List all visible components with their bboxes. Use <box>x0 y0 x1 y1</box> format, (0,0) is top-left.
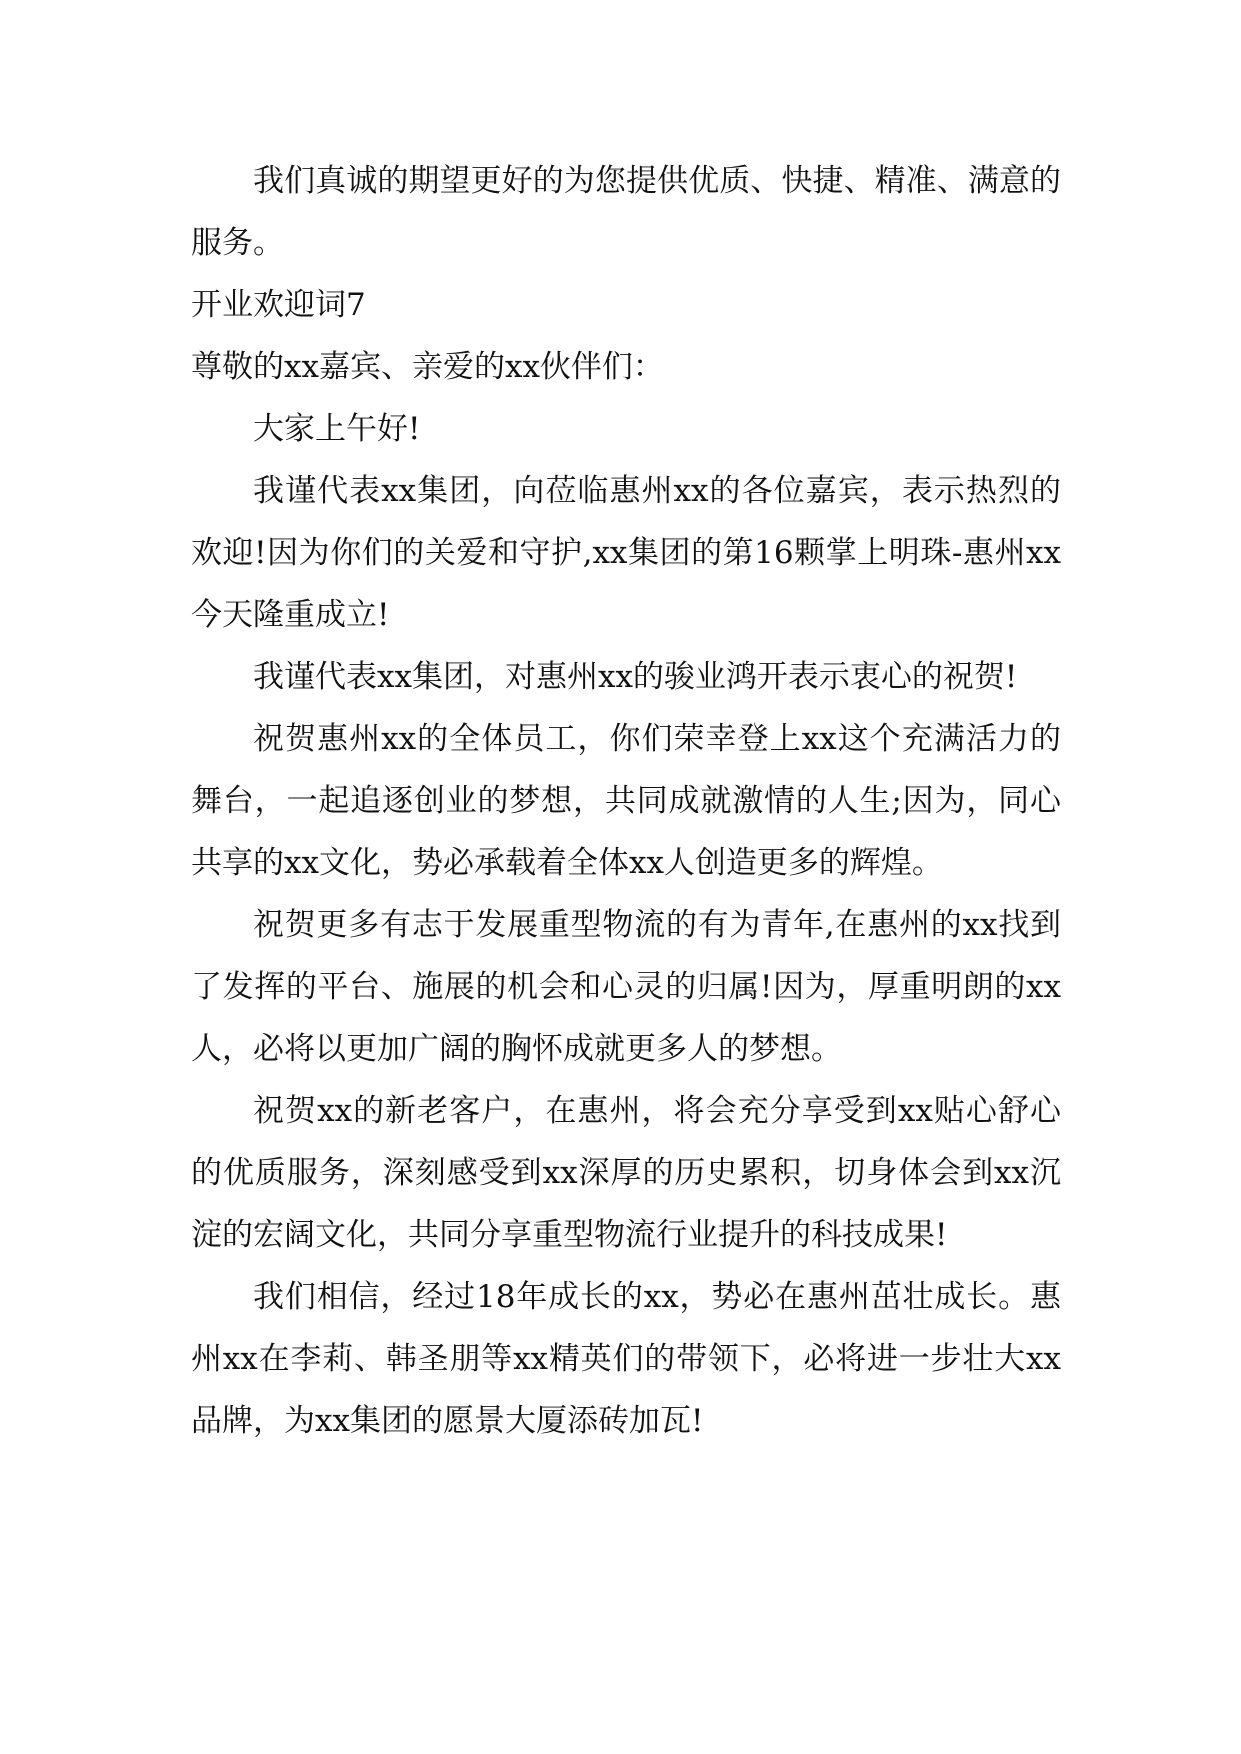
body-paragraph: 我们相信，经过18年成长的xx，势必在惠州茁壮成长。惠州xx在李莉、韩圣朋等xx精英们的带领下，必将进一步壮大xx品牌，为xx集团的愿景大厦添砖加瓦! <box>191 1279 1061 1439</box>
body-paragraph: 祝贺xx的新老客户，在惠州，将会充分享受到xx贴心舒心的优质服务，深刻感受到xx深厚的历史累积，切身体会到xx沉淀的宏阔文化，共同分享重型物流行业提升的科技成果! <box>191 1093 1061 1253</box>
greeting: 大家上午好! <box>253 411 421 447</box>
body-paragraph: 祝贺惠州xx的全体员工，你们荣幸登上xx这个充满活力的舞台，一起追逐创业的梦想，共同成就激情的人生;因为，同心共享的xx文化，势必承载着全体xx人创造更多的辉煌。 <box>191 721 1061 881</box>
body-paragraph: 我谨代表xx集团，对惠州xx的骏业鸿开表示衷心的祝贺! <box>253 659 1018 695</box>
intro-paragraph: 我们真诚的期望更好的为您提供优质、快捷、精准、满意的服务。 <box>191 163 1061 261</box>
salutation: 尊敬的xx嘉宾、亲爱的xx伙伴们： <box>191 349 664 385</box>
body-paragraph: 我谨代表xx集团，向莅临惠州xx的各位嘉宾，表示热烈的欢迎!因为你们的关爱和守护,xx集团的第16颗掌上明珠-惠州xx今天隆重成立! <box>191 473 1061 633</box>
document-body <box>191 150 1061 1452</box>
section-title: 开业欢迎词7 <box>191 287 366 323</box>
body-paragraph: 祝贺更多有志于发展重型物流的有为青年,在惠州的xx找到了发挥的平台、施展的机会和心灵的归属!因为，厚重明朗的xx人，必将以更加广阔的胸怀成就更多人的梦想。 <box>191 907 1061 1067</box>
